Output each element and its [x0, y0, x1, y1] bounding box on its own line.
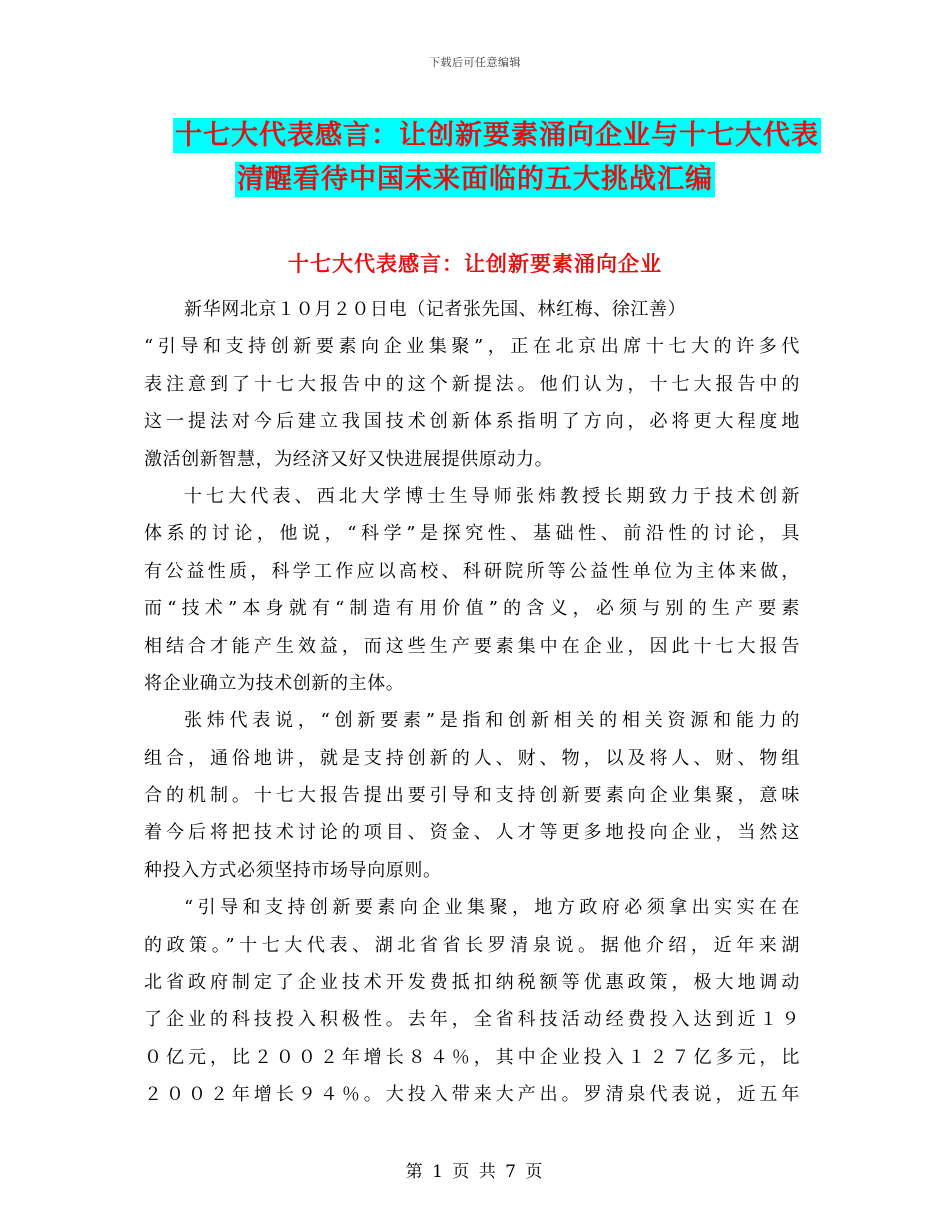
body-line: 体系的讨论，他说，“科学”是探究性、基础性、前沿性的讨论，具	[144, 523, 800, 545]
body-line: 有公益性质，科学工作应以高校、科研院所等公益性单位为主体来做，	[144, 560, 800, 582]
body-line: 种投入方式必须坚持市场导向原则。	[144, 859, 442, 881]
body-line: ０亿元，比２００２年增长８４％，其中企业投入１２７亿多元，比	[144, 1046, 800, 1068]
body-line: 张炜代表说，“创新要素”是指和创新相关的相关资源和能力的	[184, 710, 800, 732]
body-line: 这一提法对今后建立我国技术创新体系指明了方向，必将更大程度地	[144, 411, 800, 433]
main-title-line-1-text: 十七大代表感言：让创新要素涌向企业与十七大代表	[175, 120, 819, 151]
body-text	[144, 291, 800, 1114]
body-line: 相结合才能产生效益，而这些生产要素集中在企业，因此十七大报告	[144, 635, 800, 657]
section-title: 十七大代表感言：让创新要素涌向企业	[288, 252, 662, 276]
body-line: 将企业确立为技术创新的主体。	[144, 672, 405, 694]
body-line: 北省政府制定了企业技术开发费抵扣纳税额等优惠政策，极大地调动	[144, 972, 800, 994]
header-note: 下载后可任意编辑	[429, 56, 521, 69]
body-line: 合的机制。十七大报告提出要引导和支持创新要素向企业集聚，意味	[144, 785, 800, 807]
body-line: 新华网北京１０月２０日电（记者张先国、林红梅、徐江善）	[184, 299, 687, 320]
body-line: 的政策。”十七大代表、湖北省省长罗清泉说。据他介绍，近年来湖	[144, 934, 800, 956]
body-line: 十七大代表、西北大学博士生导师张炜教授长期致力于技术创新	[184, 485, 800, 507]
main-title-line-2-text: 清醒看待中国未来面临的五大挑战汇编	[237, 164, 713, 195]
body-line: “引导和支持创新要素向企业集聚”，正在北京出席十七大的许多代	[144, 336, 800, 358]
body-line: 着今后将把技术讨论的项目、资金、人才等更多地投向企业，当然这	[144, 822, 800, 844]
body-line: ２００２年增长９４％。大投入带来大产出。罗清泉代表说，近五年	[144, 1084, 800, 1106]
body-line: 激活创新智慧，为经济又好又快进展提供原动力。	[144, 448, 554, 470]
body-line: 组合，通俗地讲，就是支持创新的人、财、物，以及将人、财、物组	[144, 747, 800, 769]
body-line: 而“技术”本身就有“制造有用价值”的含义，必须与别的生产要素	[144, 598, 800, 620]
body-line: 表注意到了十七大报告中的这个新提法。他们认为，十七大报告中的	[144, 373, 800, 395]
body-line: “引导和支持创新要素向企业集聚，地方政府必须拿出实实在在	[184, 897, 800, 919]
page-footer: 第 1 页 共 7 页	[405, 1162, 545, 1182]
body-line: 了企业的科技投入积极性。去年，全省科技活动经费投入达到近１９	[144, 1009, 800, 1031]
main-title-line-1	[0, 113, 950, 152]
main-title-line-2	[0, 157, 950, 196]
